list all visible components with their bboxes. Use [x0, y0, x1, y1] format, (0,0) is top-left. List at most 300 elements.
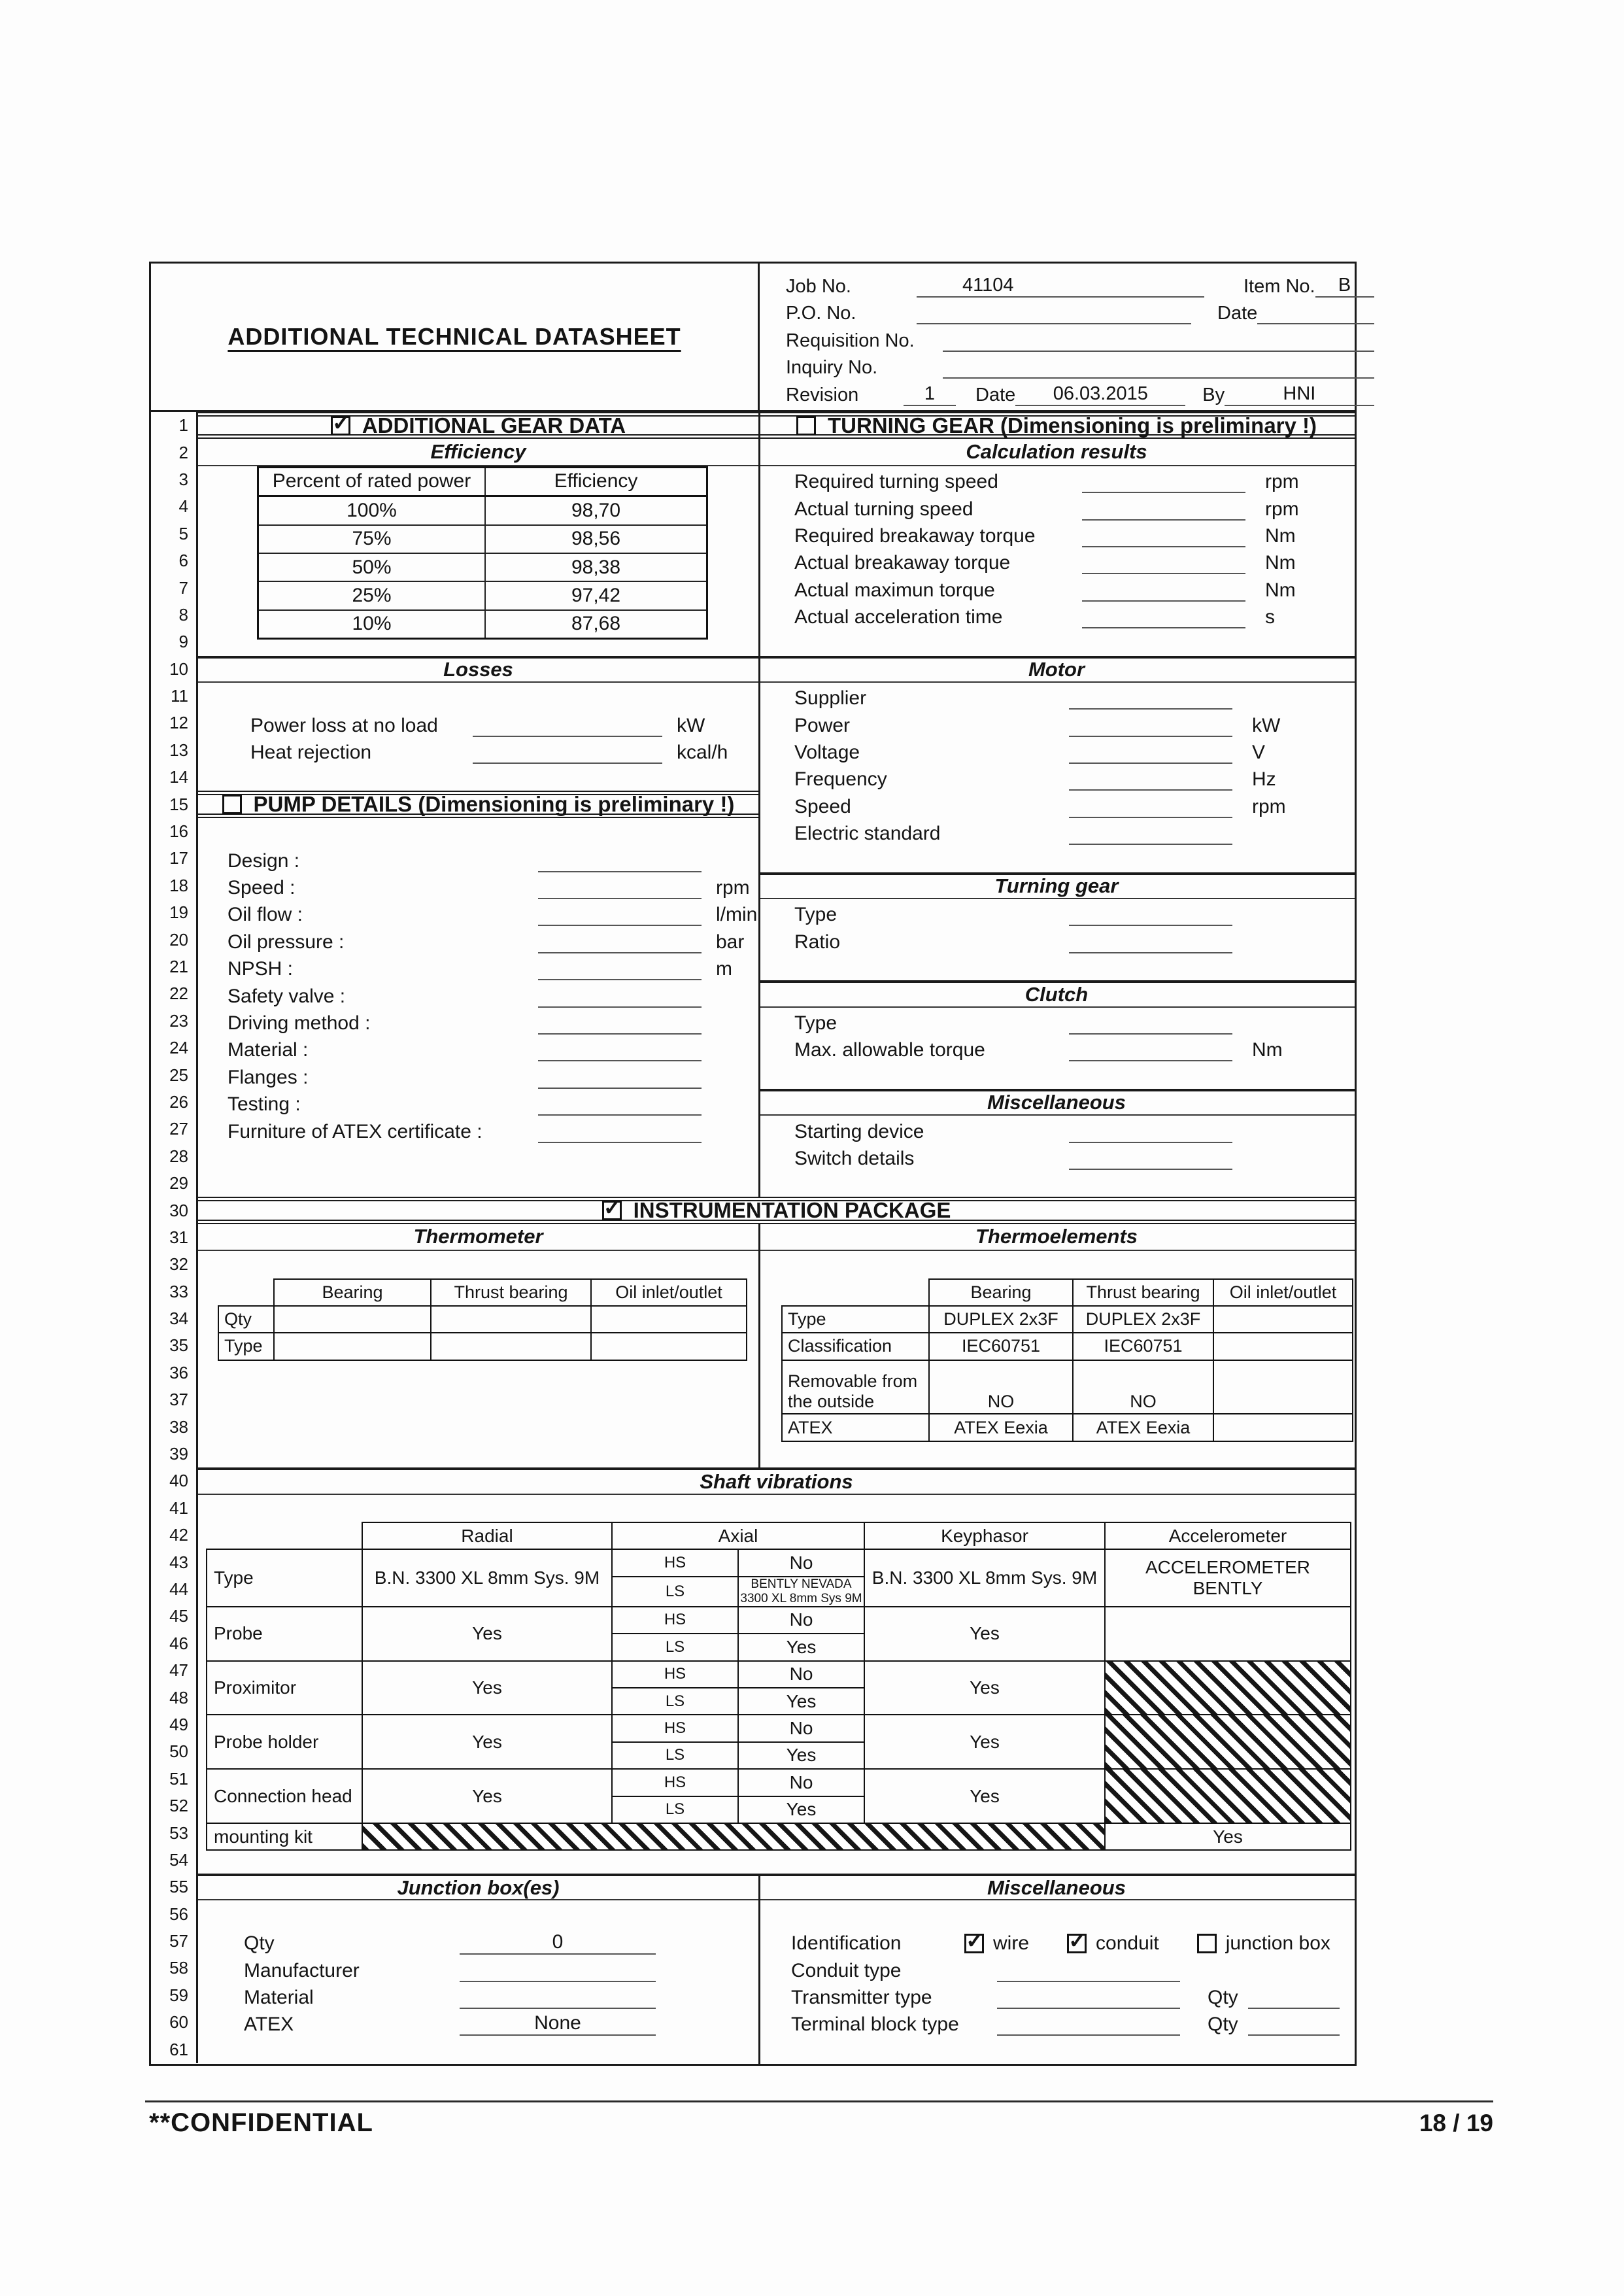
row-number: 14 [151, 764, 198, 791]
field-line [460, 2012, 656, 2036]
row-label: Type [207, 1549, 362, 1606]
date-label: Date [1217, 303, 1258, 324]
section-additional-gear-data [198, 412, 758, 439]
cell-value: IEC60751 [929, 1333, 1073, 1360]
row-number: 16 [151, 818, 198, 845]
field-line [1069, 1011, 1232, 1035]
field-line [1069, 902, 1232, 926]
cell-accelerometer [1105, 1715, 1351, 1769]
field-line [538, 957, 702, 980]
field-line [1082, 605, 1245, 628]
footer-divider [145, 2100, 1493, 2102]
empty-cell [274, 1306, 431, 1333]
job-no-field [917, 274, 1204, 298]
hs-label: HS [612, 1607, 738, 1634]
item-no-value: B [1338, 274, 1351, 296]
table-row [218, 1306, 747, 1333]
field-line [1069, 930, 1232, 953]
field-row [198, 1928, 758, 1955]
field-row [758, 791, 1355, 817]
table-row [218, 1333, 747, 1360]
conduit-checkbox [1067, 1934, 1087, 1953]
cell-radial: Yes [362, 1661, 612, 1715]
field-unit: rpm [716, 877, 750, 899]
field-line [538, 930, 702, 953]
field-unit: Nm [1252, 1039, 1283, 1061]
cell-radial: Yes [362, 1607, 612, 1661]
row-number: 11 [151, 683, 198, 710]
cell-radial: Yes [362, 1715, 612, 1769]
table-row [782, 1360, 1353, 1414]
turning-gear-block [758, 872, 1355, 953]
ls-label: LS [612, 1742, 738, 1769]
row-number: 6 [151, 547, 198, 574]
cell-axial-ls: Yes [738, 1796, 864, 1823]
field-unit: Nm [1265, 552, 1296, 574]
field-unit: bar [716, 931, 745, 953]
job-no-label: Job No. [786, 275, 851, 297]
row-label: Connection head [207, 1769, 362, 1823]
row-number: 52 [151, 1792, 198, 1819]
cell-keyphasor: Yes [864, 1769, 1105, 1823]
field-row [198, 1035, 758, 1061]
col-bearing: Bearing [274, 1279, 431, 1306]
empty-cell [274, 1333, 431, 1360]
misc-motor-title: Miscellaneous [758, 1089, 1355, 1116]
motor-fields [758, 683, 1355, 845]
row-number: 32 [151, 1251, 198, 1278]
field-line [460, 1959, 656, 1982]
gear-data-checkbox [331, 416, 350, 436]
col-oil-inlet-outlet: Oil inlet/outlet [1213, 1279, 1353, 1306]
cell-accelerometer: Yes [1105, 1823, 1351, 1850]
calculation-results-title: Calculation results [758, 439, 1355, 466]
po-no-field [917, 301, 1191, 324]
losses-title: Losses [198, 656, 758, 683]
field-row [198, 899, 758, 926]
field-label: Power [794, 714, 851, 736]
table-row [258, 553, 707, 581]
field-row [198, 1089, 758, 1116]
row-label: Proximitor [207, 1661, 362, 1715]
cell-value [1213, 1333, 1353, 1360]
cell-axial-hs: No [738, 1769, 864, 1796]
shaft-vibrations-table [206, 1522, 1351, 1851]
qty-label: Qty [1208, 2013, 1238, 2036]
row-number: 4 [151, 493, 198, 520]
field-row [198, 1061, 758, 1088]
field-row [758, 1035, 1355, 1061]
field-line [997, 1985, 1180, 2009]
field-row [198, 1955, 758, 1981]
inquiry-field [943, 355, 1374, 379]
cell-value [1213, 1414, 1353, 1441]
date-field [1257, 301, 1374, 324]
identification-label: Identification [791, 1932, 902, 1955]
cell-axial-hs: No [738, 1607, 864, 1634]
turning-gear-checkbox [796, 416, 816, 436]
cell-value: IEC60751 [1073, 1333, 1213, 1360]
inquiry-row [786, 352, 1374, 379]
eff-percent: 25% [258, 581, 486, 609]
empty-cell [591, 1333, 747, 1360]
shaft-vibrations-title: Shaft vibrations [198, 1467, 1355, 1494]
field-label: NPSH : [228, 958, 294, 980]
field-label: Max. allowable torque [794, 1039, 985, 1061]
shaft-row-connection-head [207, 1769, 1351, 1796]
field-row [758, 602, 1355, 628]
row-number: 10 [151, 656, 198, 683]
field-line [1069, 1146, 1232, 1170]
field-row [758, 1116, 1355, 1142]
field-line [1082, 497, 1245, 521]
title-cell [151, 264, 758, 410]
empty-cell [207, 1522, 362, 1549]
row-number: 47 [151, 1657, 198, 1684]
field-line [460, 1985, 656, 2009]
row-number: 19 [151, 899, 198, 926]
row-label: Type [218, 1333, 274, 1360]
eff-percent: 100% [258, 496, 486, 525]
calc-results-fields [758, 466, 1355, 628]
cell-axial-hs: No [738, 1715, 864, 1741]
field-line [1069, 821, 1232, 845]
item-no-field [1315, 274, 1374, 298]
eff-value: 98,38 [485, 553, 707, 581]
thermoelements-table [781, 1278, 1353, 1442]
check-item [1067, 1932, 1159, 1955]
qty-label: Qty [1208, 1987, 1238, 2009]
field-row [758, 493, 1355, 520]
field-line [538, 1011, 702, 1035]
field-row [758, 1143, 1355, 1170]
field-line [1069, 1120, 1232, 1143]
requisition-row [786, 324, 1374, 352]
col-oil-inlet-outlet: Oil inlet/outlet [591, 1279, 747, 1306]
field-unit: l/min [716, 904, 758, 926]
cell-value: DUPLEX 2x3F [929, 1306, 1073, 1333]
field-row [758, 710, 1355, 736]
field-label: Testing : [228, 1093, 301, 1116]
field-row [758, 574, 1355, 601]
cell-accelerometer [1105, 1769, 1351, 1823]
hs-label: HS [612, 1715, 738, 1741]
row-number: 7 [151, 574, 198, 601]
eff-percent: 10% [258, 610, 486, 639]
junction-fields [198, 1928, 758, 2036]
efficiency-title: Efficiency [198, 439, 758, 466]
misc-instr-title: Miscellaneous [758, 1874, 1355, 1900]
body-grid [149, 412, 1357, 2066]
row-number: 9 [151, 628, 198, 655]
cell-keyphasor: Yes [864, 1607, 1105, 1661]
turning-gear-header: TURNING GEAR (Dimensioning is preliminary !) [827, 413, 1317, 437]
hs-label: HS [612, 1549, 738, 1576]
field-line [538, 849, 702, 872]
row-label: mounting kit [207, 1823, 362, 1850]
field-row [198, 710, 758, 736]
wire-label: wire [993, 1932, 1030, 1955]
field-row [758, 2009, 1355, 2036]
row-number: 48 [151, 1684, 198, 1711]
qty-line [1248, 2012, 1340, 2036]
section-instrumentation-package [198, 1197, 1355, 1224]
rev-date-value: 06.03.2015 [1053, 383, 1148, 404]
field-line [1069, 795, 1232, 818]
field-line [1069, 686, 1232, 710]
field-row [198, 2009, 758, 2036]
empty-cell [218, 1279, 274, 1306]
col-thrust-bearing: Thrust bearing [1073, 1279, 1213, 1306]
row-number: 18 [151, 872, 198, 899]
row-number: 58 [151, 1955, 198, 1981]
revision-row [786, 379, 1374, 406]
revision-label: Revision [786, 384, 859, 405]
page-number: 18 / 19 [1419, 2110, 1493, 2136]
instrumentation-checkbox [602, 1201, 622, 1220]
efficiency-header-row [258, 467, 707, 496]
center-divider-top [758, 412, 760, 1197]
eff-value: 98,56 [485, 525, 707, 553]
field-row [198, 1008, 758, 1035]
conduit-label: conduit [1096, 1932, 1159, 1955]
row-number: 57 [151, 1928, 198, 1955]
row-number: 23 [151, 1008, 198, 1035]
field-label: Driving method : [228, 1012, 371, 1034]
empty-cell [591, 1306, 747, 1333]
check-item [964, 1932, 1029, 1955]
cell-axial-ls: Yes [738, 1742, 864, 1769]
field-row [198, 872, 758, 899]
row-number: 13 [151, 737, 198, 764]
field-row [758, 818, 1355, 845]
field-label: Power loss at no load [250, 714, 438, 736]
row-number: 25 [151, 1061, 198, 1088]
field-line [538, 1120, 702, 1143]
cell-radial: Yes [362, 1769, 612, 1823]
field-label: Actual turning speed [794, 498, 973, 520]
field-label: Actual breakaway torque [794, 552, 1011, 574]
row-number: 33 [151, 1278, 198, 1305]
row-number: 28 [151, 1143, 198, 1170]
clutch-title: Clutch [758, 980, 1355, 1007]
field-row [198, 953, 758, 980]
row-number: 45 [151, 1603, 198, 1630]
field-label: Material [244, 1987, 314, 2009]
losses-fields [198, 710, 758, 764]
section-pump-details [198, 791, 758, 817]
header-fields [758, 264, 1390, 410]
pump-fields [198, 845, 758, 1142]
revision-field [904, 383, 956, 406]
row-number: 56 [151, 1900, 198, 1927]
field-unit: kW [677, 714, 705, 736]
cell-value: DUPLEX 2x3F [1073, 1306, 1213, 1333]
field-label: Manufacturer [244, 1959, 360, 1981]
field-line [1069, 1038, 1232, 1061]
shaft-row-type [207, 1549, 1351, 1576]
row-number: 22 [151, 980, 198, 1007]
field-row [758, 547, 1355, 574]
field-label: Type [794, 1012, 837, 1034]
cell-value: ATEX Eexia [1073, 1414, 1213, 1441]
cell-accelerometer [1105, 1661, 1351, 1715]
field-unit: rpm [1265, 471, 1299, 493]
field-line [1069, 713, 1232, 737]
field-label: ATEX [244, 2013, 294, 2036]
row-number: 61 [151, 2036, 198, 2063]
cell-value [1213, 1360, 1353, 1414]
thermometer-header-row [218, 1279, 747, 1306]
row-number: 30 [151, 1197, 198, 1224]
eff-value: 87,68 [485, 610, 707, 639]
efficiency-table [257, 466, 708, 640]
field-unit: V [1252, 742, 1266, 764]
cell-radial: B.N. 3300 XL 8mm Sys. 9M [362, 1549, 612, 1606]
po-row [786, 298, 1374, 325]
clutch-block [758, 980, 1355, 1061]
field-row [198, 1982, 758, 2009]
field-line [473, 713, 662, 737]
field-unit: m [716, 958, 732, 980]
center-divider-mid [758, 1224, 760, 1468]
field-label: Actual acceleration time [794, 606, 1003, 628]
row-number: 40 [151, 1467, 198, 1494]
shaft-row-probe-holder [207, 1715, 1351, 1741]
row-label: Qty [218, 1306, 274, 1333]
thermometer-table-wrap [198, 1278, 758, 1360]
thermoelements-title: Thermoelements [758, 1224, 1355, 1251]
row-number: 29 [151, 1170, 198, 1197]
shaft-row-probe [207, 1607, 1351, 1634]
hs-label: HS [612, 1661, 738, 1688]
col-radial: Radial [362, 1522, 612, 1549]
field-label: Heat rejection [250, 742, 372, 764]
row-number: 41 [151, 1495, 198, 1522]
row-number: 20 [151, 926, 198, 953]
eff-percent: 50% [258, 553, 486, 581]
field-row [758, 1982, 1355, 2009]
table-row [258, 496, 707, 525]
field-row [758, 466, 1355, 493]
inquiry-label: Inquiry No. [786, 357, 878, 379]
table-row [782, 1306, 1353, 1333]
field-line [1069, 767, 1232, 791]
table-row [258, 581, 707, 609]
misc-instr-fields [758, 1928, 1355, 2036]
eff-value: 98,70 [485, 496, 707, 525]
field-unit: Hz [1252, 768, 1276, 791]
table-row [258, 525, 707, 553]
field-label: Starting device [794, 1120, 924, 1142]
junction-box-checkbox [1197, 1934, 1217, 1953]
row-number: 27 [151, 1116, 198, 1142]
col-percent-rated-power: Percent of rated power [258, 467, 486, 496]
table-row [782, 1333, 1353, 1360]
field-label: Required turning speed [794, 471, 998, 493]
cell-keyphasor: Yes [864, 1715, 1105, 1769]
field-label: Material : [228, 1039, 309, 1061]
row-number: 39 [151, 1441, 198, 1467]
cell-axial-ls: Yes [738, 1634, 864, 1660]
col-thrust-bearing: Thrust bearing [431, 1279, 591, 1306]
instrumentation-header: INSTRUMENTATION PACKAGE [633, 1198, 951, 1223]
row-number: 43 [151, 1549, 198, 1575]
field-row [758, 764, 1355, 791]
row-number: 60 [151, 2009, 198, 2036]
row-label: Type [782, 1306, 929, 1333]
thermometer-table [218, 1278, 747, 1361]
header-band [149, 262, 1357, 412]
field-line [460, 1931, 656, 1955]
field-row [758, 683, 1355, 710]
field-unit: kcal/h [677, 742, 728, 764]
field-line [997, 1959, 1180, 1982]
row-number: 49 [151, 1711, 198, 1738]
field-line [538, 876, 702, 899]
row-number: 50 [151, 1738, 198, 1765]
col-efficiency: Efficiency [485, 467, 707, 496]
hatched-cell [362, 1823, 1105, 1850]
rev-date-field [1015, 383, 1185, 406]
check-item [1197, 1932, 1330, 1955]
po-no-label: P.O. No. [786, 303, 856, 324]
field-label: Switch details [794, 1147, 915, 1169]
field-row [198, 1116, 758, 1142]
row-number: 17 [151, 845, 198, 872]
section-turning-gear [758, 412, 1355, 439]
row-number: 35 [151, 1332, 198, 1359]
field-label: Terminal block type [791, 2013, 959, 2036]
junction-box-label: junction box [1225, 1932, 1330, 1955]
cell-axial-ls: Yes [738, 1688, 864, 1715]
field-label: Type [794, 904, 837, 926]
row-number: 36 [151, 1360, 198, 1386]
item-no-label: Item No. [1243, 275, 1315, 297]
field-line [538, 1065, 702, 1089]
field-label: Conduit type [791, 1959, 902, 1981]
row-label: Probe [207, 1607, 362, 1661]
ls-label: LS [612, 1688, 738, 1715]
cell-value: NO [1073, 1360, 1213, 1414]
field-row [758, 737, 1355, 764]
field-row [758, 926, 1355, 953]
center-divider-bottom [758, 1874, 760, 2064]
thermoelements-table-wrap [758, 1278, 1355, 1441]
by-label: By [1202, 384, 1225, 405]
field-line [1069, 740, 1232, 764]
job-no-value: 41104 [962, 274, 1014, 296]
hs-label: HS [612, 1769, 738, 1796]
field-label: Actual maximun torque [794, 579, 995, 601]
field-label: Speed [794, 795, 851, 817]
junction-boxes-title: Junction box(es) [198, 1874, 758, 1900]
row-label: Removable from the outside [782, 1360, 929, 1414]
row-number: 38 [151, 1413, 198, 1440]
field-line [1082, 578, 1245, 602]
requisition-label: Requisition No. [786, 330, 915, 351]
empty-cell [782, 1279, 929, 1306]
row-number: 46 [151, 1630, 198, 1657]
field-label: Supplier [794, 687, 867, 710]
field-label: Design : [228, 849, 300, 872]
row-number: 51 [151, 1766, 198, 1792]
col-bearing: Bearing [929, 1279, 1073, 1306]
field-line [538, 1092, 702, 1116]
gear-data-header: ADDITIONAL GEAR DATA [362, 413, 626, 437]
row-number: 24 [151, 1035, 198, 1061]
field-line [538, 984, 702, 1008]
